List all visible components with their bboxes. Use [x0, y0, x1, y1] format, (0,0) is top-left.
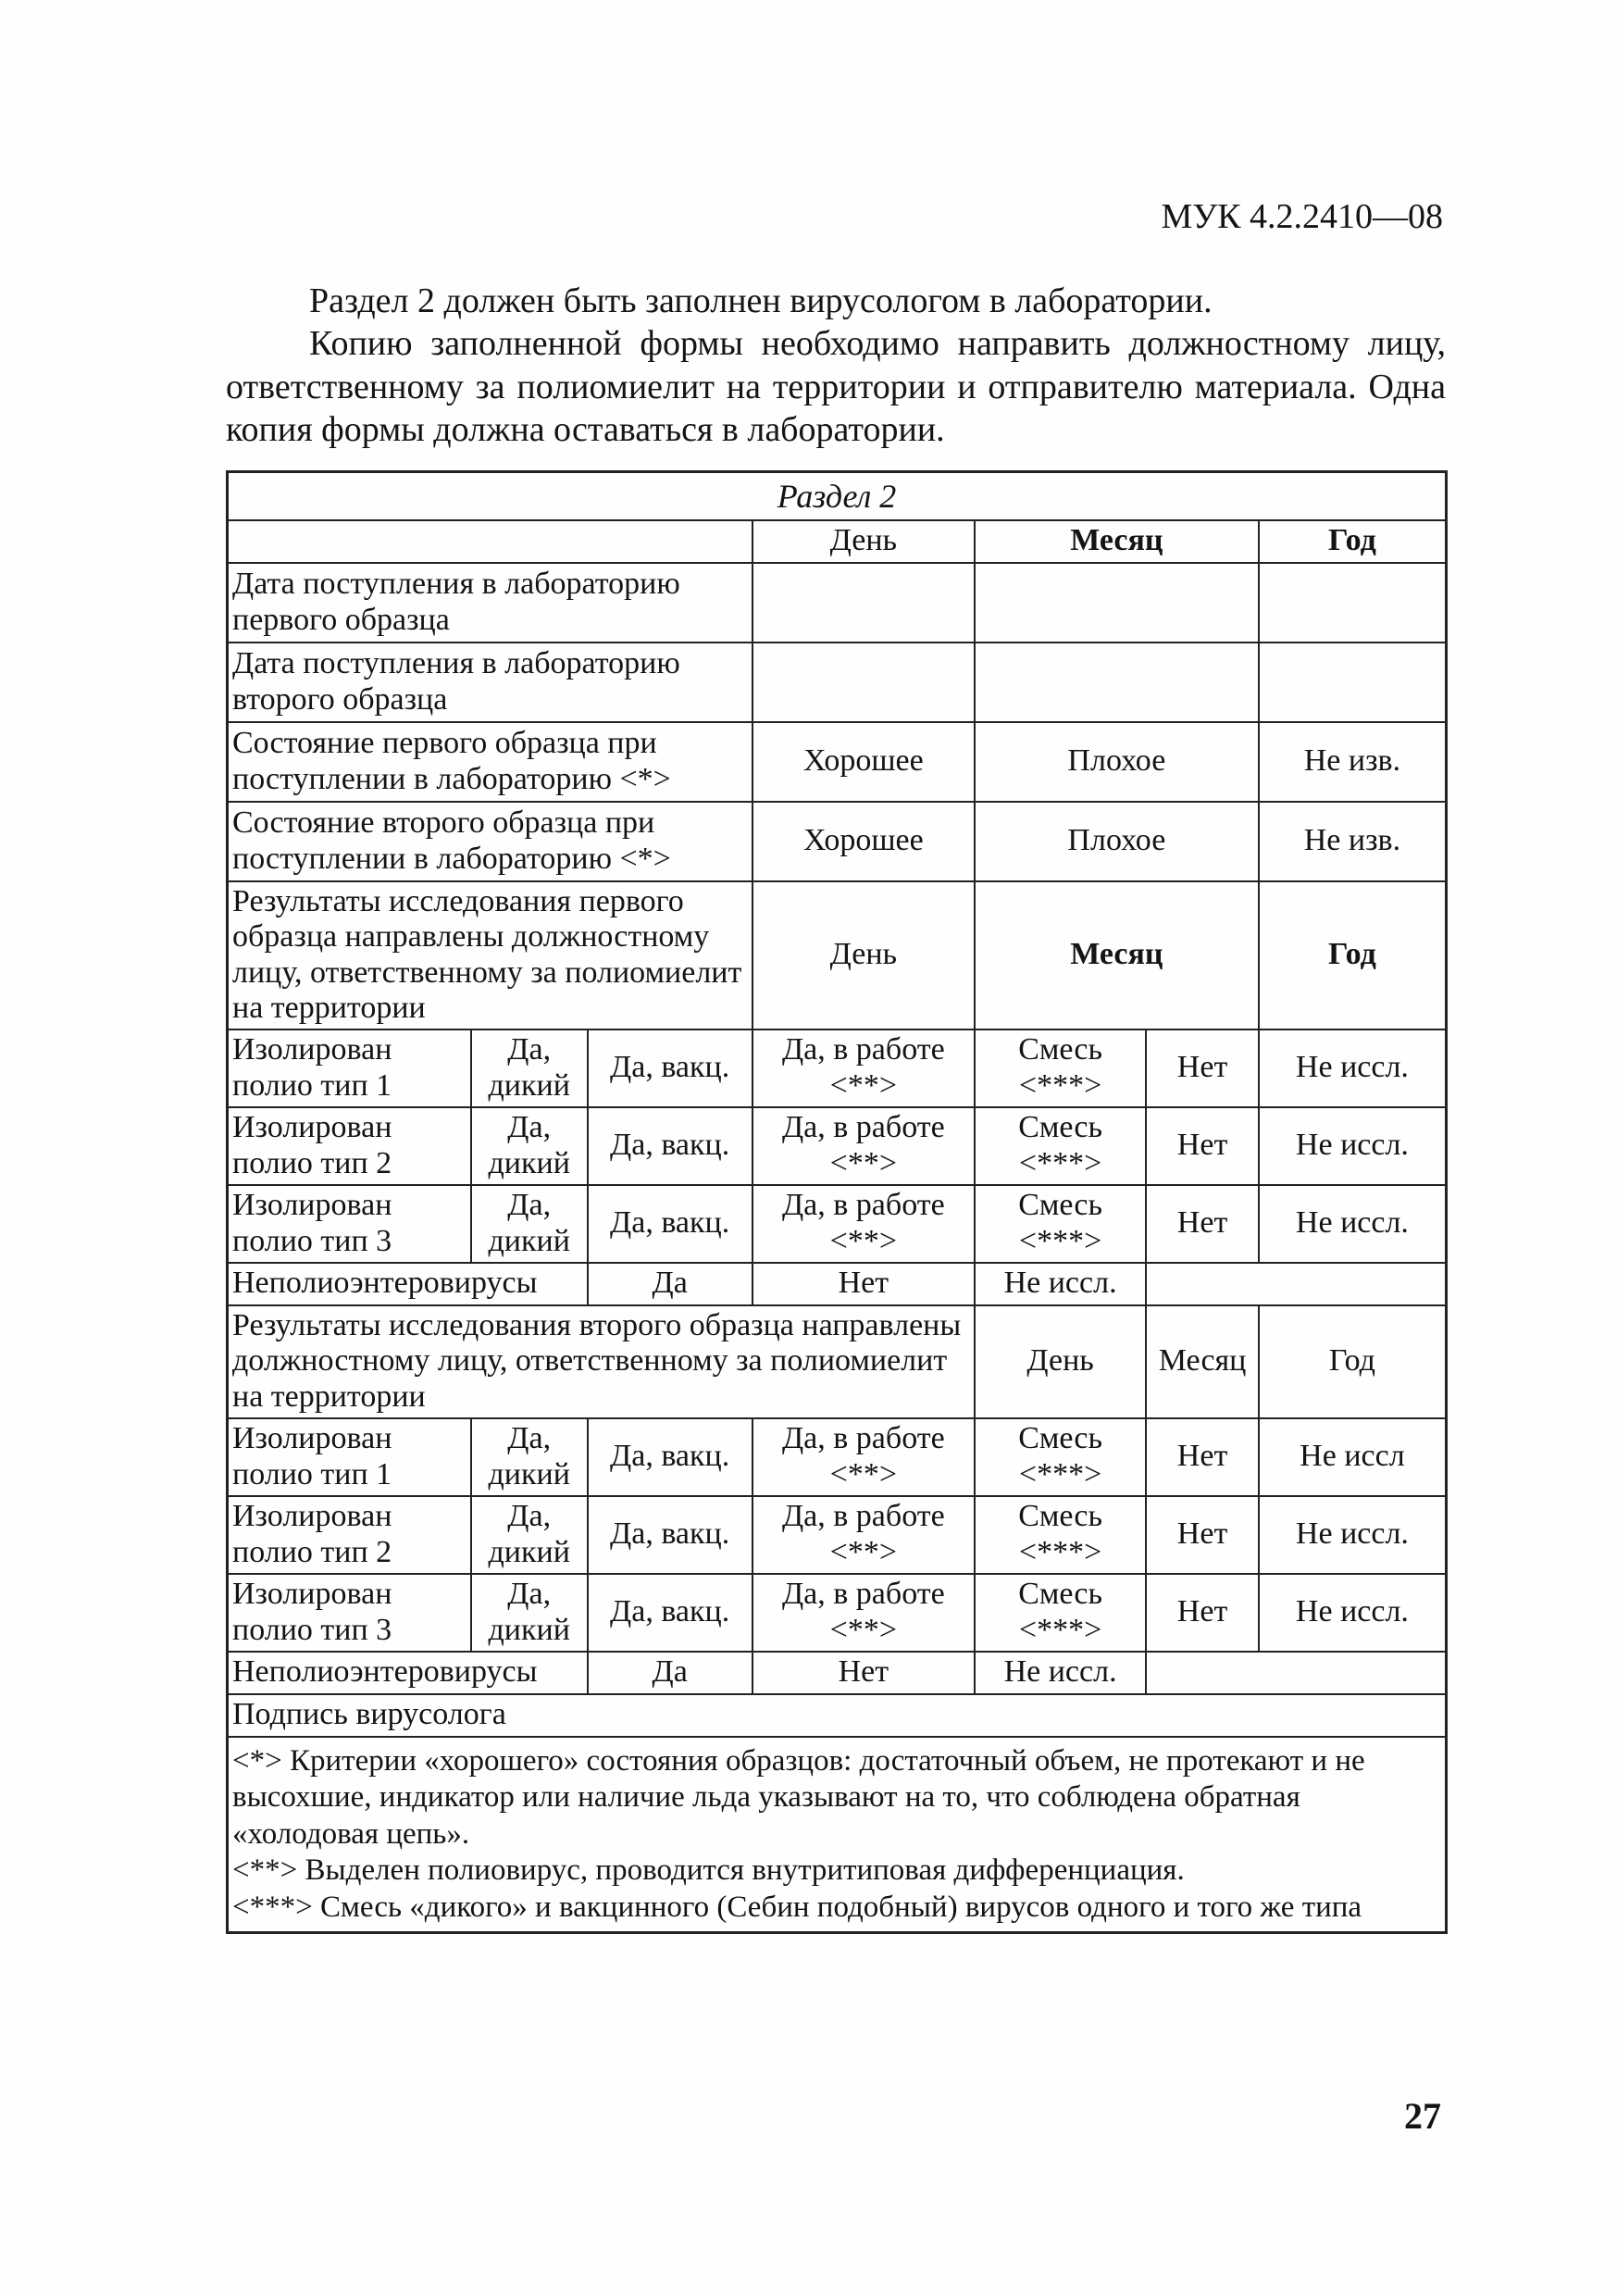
option-yes-in-progress[interactable]: Да, в работе <**> [753, 1418, 975, 1496]
option-mix[interactable]: Смесь <***> [975, 1574, 1146, 1652]
option-yes-wild[interactable]: Да, дикий [471, 1418, 588, 1496]
option-no[interactable]: Нет [1146, 1185, 1259, 1263]
document-code: МУК 4.2.2410—08 [1161, 197, 1443, 236]
option-yes[interactable]: Да [588, 1263, 753, 1305]
row-label-second-type-2: Изолирован полио тип 2 [228, 1496, 471, 1574]
footnotes [228, 1737, 1447, 1933]
option-yes-wild[interactable]: Да, дикий [471, 1107, 588, 1185]
date-second-day[interactable] [753, 643, 975, 722]
footnote-2: <**> Выделен полиовирус, проводится внутритиповая дифференциация. [232, 1853, 1185, 1888]
option-not-studied[interactable]: Не иссл [1259, 1418, 1447, 1496]
cond-second-bad[interactable]: Плохое [975, 802, 1259, 881]
header-year: Год [1259, 520, 1447, 563]
row-label-second-type-1: Изолирован полио тип 1 [228, 1418, 471, 1496]
option-yes-in-progress[interactable]: Да, в работе <**> [753, 1185, 975, 1263]
section-title: Раздел 2 [228, 472, 1447, 520]
option-not-studied[interactable]: Не иссл. [975, 1652, 1146, 1694]
option-yes-vaccine[interactable]: Да, вакц. [588, 1029, 753, 1107]
row-label-date-second: Дата поступления в лабораторию второго образца [228, 643, 753, 722]
empty-cell [1146, 1263, 1446, 1305]
cond-first-good[interactable]: Хорошее [753, 722, 975, 802]
row-label-first-type-2: Изолирован полио тип 2 [228, 1107, 471, 1185]
option-mix[interactable]: Смесь <***> [975, 1185, 1146, 1263]
date-first-month[interactable] [975, 563, 1259, 643]
option-yes-vaccine[interactable]: Да, вакц. [588, 1418, 753, 1496]
option-not-studied[interactable]: Не иссл. [975, 1263, 1146, 1305]
option-yes-wild[interactable]: Да, дикий [471, 1029, 588, 1107]
results-first-year[interactable]: Год [1259, 881, 1447, 1029]
row-label-first-type-1: Изолирован полио тип 1 [228, 1029, 471, 1107]
row-label-results-first: Результаты исследования первого образца направлены должностному лицу, ответственному за полиомиелит на территории [228, 881, 753, 1029]
option-no[interactable]: Нет [1146, 1107, 1259, 1185]
option-not-studied[interactable]: Не иссл. [1259, 1496, 1447, 1574]
option-no[interactable]: Нет [1146, 1418, 1259, 1496]
intro-paragraph-2: Копию заполненной формы необходимо направить должностному лицу, ответственному за полиомиелит на территории и отправителю материала. Одна копия формы должна оставаться в лаборатории. [226, 324, 1446, 450]
section-2-form [226, 470, 1448, 1934]
option-no[interactable]: Нет [1146, 1496, 1259, 1574]
footnote-3: <***> Смесь «дикого» и вакцинного (Себин подобный) вирусов одного и того же типа [232, 1890, 1362, 1924]
footnote-1: <*> Критерии «хорошего» состояния образцов: достаточный объем, не протекают и не высохшие, индикатор или наличие льда указывают на то, что соблюдена обратная «холодовая цепь». [232, 1743, 1365, 1851]
option-yes-in-progress[interactable]: Да, в работе <**> [753, 1107, 975, 1185]
option-yes-vaccine[interactable]: Да, вакц. [588, 1185, 753, 1263]
option-not-studied[interactable]: Не иссл. [1259, 1185, 1447, 1263]
option-no[interactable]: Нет [1146, 1574, 1259, 1652]
empty-cell [1146, 1652, 1446, 1694]
option-mix[interactable]: Смесь <***> [975, 1418, 1146, 1496]
results-second-day[interactable]: День [975, 1305, 1146, 1418]
option-yes-in-progress[interactable]: Да, в работе <**> [753, 1029, 975, 1107]
header-month: Месяц [975, 520, 1259, 563]
option-yes[interactable]: Да [588, 1652, 753, 1694]
intro-paragraph-1: Раздел 2 должен быть заполнен вирусологом в лаборатории. [309, 281, 1213, 320]
cond-first-bad[interactable]: Плохое [975, 722, 1259, 802]
row-label-results-second: Результаты исследования второго образца направлены должностному лицу, ответственному за полиомиелит на территории [228, 1305, 975, 1418]
option-mix[interactable]: Смесь <***> [975, 1107, 1146, 1185]
virologist-signature[interactable]: Подпись вирусолога [228, 1694, 1447, 1737]
row-label-first-nonpolio: Неполиоэнтеровирусы [228, 1263, 588, 1305]
option-no[interactable]: Нет [1146, 1029, 1259, 1107]
option-yes-vaccine[interactable]: Да, вакц. [588, 1574, 753, 1652]
option-yes-vaccine[interactable]: Да, вакц. [588, 1107, 753, 1185]
results-second-year[interactable]: Год [1259, 1305, 1447, 1418]
option-no[interactable]: Нет [753, 1652, 975, 1694]
date-second-month[interactable] [975, 643, 1259, 722]
results-second-month[interactable]: Месяц [1146, 1305, 1259, 1418]
date-first-year[interactable] [1259, 563, 1447, 643]
option-yes-in-progress[interactable]: Да, в работе <**> [753, 1496, 975, 1574]
option-yes-wild[interactable]: Да, дикий [471, 1574, 588, 1652]
row-label-first-type-3: Изолирован полио тип 3 [228, 1185, 471, 1263]
option-mix[interactable]: Смесь <***> [975, 1496, 1146, 1574]
row-label-cond-first: Состояние первого образца при поступлении в лабораторию <*> [228, 722, 753, 802]
row-label-second-nonpolio: Неполиоэнтеровирусы [228, 1652, 588, 1694]
option-mix[interactable]: Смесь <***> [975, 1029, 1146, 1107]
option-not-studied[interactable]: Не иссл. [1259, 1029, 1447, 1107]
cond-second-unknown[interactable]: Не изв. [1259, 802, 1447, 881]
results-first-month[interactable]: Месяц [975, 881, 1259, 1029]
option-yes-wild[interactable]: Да, дикий [471, 1185, 588, 1263]
option-yes-in-progress[interactable]: Да, в работе <**> [753, 1574, 975, 1652]
row-label-second-type-3: Изолирован полио тип 3 [228, 1574, 471, 1652]
date-first-day[interactable] [753, 563, 975, 643]
cond-first-unknown[interactable]: Не изв. [1259, 722, 1447, 802]
option-not-studied[interactable]: Не иссл. [1259, 1107, 1447, 1185]
intro-text [226, 280, 1446, 451]
row-label-cond-second: Состояние второго образца при поступлении в лабораторию <*> [228, 802, 753, 881]
row-label-date-first: Дата поступления в лабораторию первого образца [228, 563, 753, 643]
header-empty [228, 520, 753, 563]
page-number: 27 [1404, 2095, 1441, 2137]
option-yes-wild[interactable]: Да, дикий [471, 1496, 588, 1574]
date-second-year[interactable] [1259, 643, 1447, 722]
option-no[interactable]: Нет [753, 1263, 975, 1305]
option-not-studied[interactable]: Не иссл. [1259, 1574, 1447, 1652]
results-first-day[interactable]: День [753, 881, 975, 1029]
header-day: День [753, 520, 975, 563]
cond-second-good[interactable]: Хорошее [753, 802, 975, 881]
option-yes-vaccine[interactable]: Да, вакц. [588, 1496, 753, 1574]
